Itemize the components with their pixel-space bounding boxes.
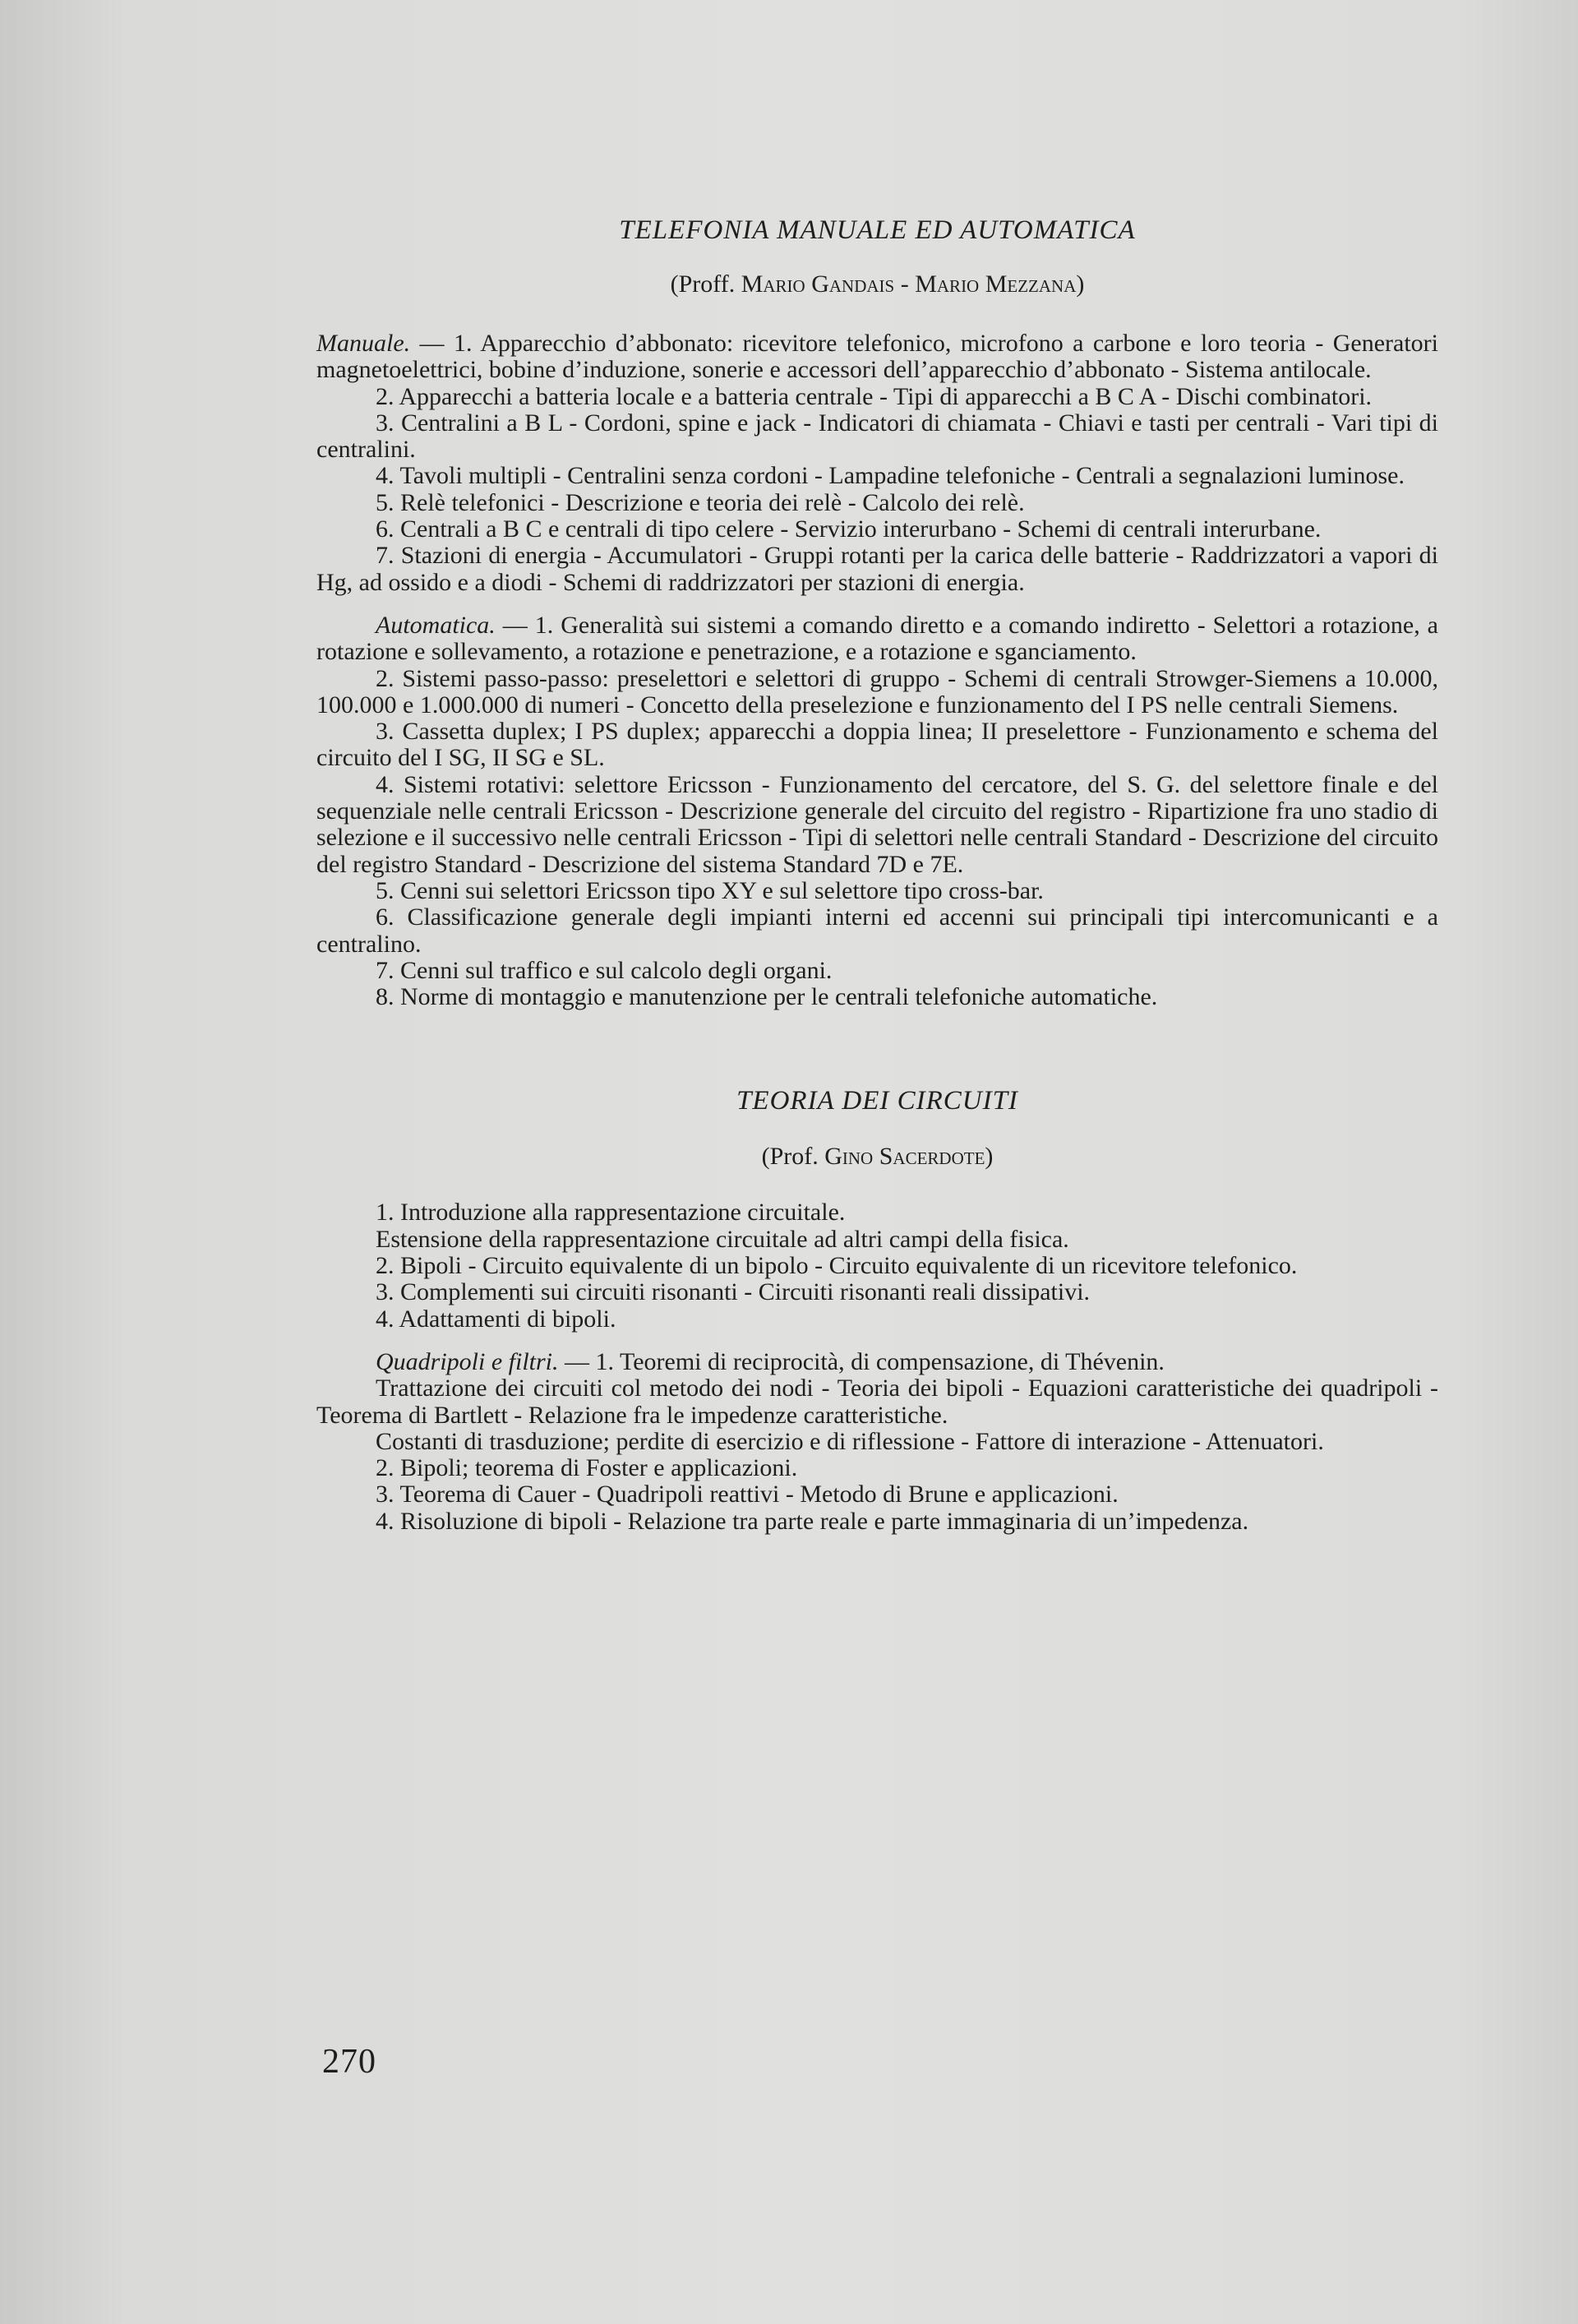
author-name: Mario Mezzana: [915, 270, 1077, 298]
author-name: Gino Sacerdote: [824, 1143, 985, 1171]
authors-prefix: (Prof.: [761, 1143, 825, 1171]
quadripoli-item-text: — 1. Teoremi di reciprocità, di compensazione, di Thévenin.: [558, 1347, 1165, 1375]
quadripoli-lead: Quadripoli e filtri.: [376, 1347, 559, 1375]
automatica-item-8: 8. Norme di montaggio e manutenzione per le centrali telefoniche automatiche.: [376, 983, 1158, 1011]
automatica-lead: Automatica.: [376, 611, 496, 639]
intro-item-5: 4. Adattamenti di bipoli.: [376, 1305, 616, 1333]
page-content: [316, 212, 1438, 1535]
manuale-item-7: 7. Stazioni di energia - Accumulatori - Gruppi rotanti per la carica delle batterie - Raddrizzatori a vapori di Hg, ad ossido e a diodi - Schemi di raddrizzatori per stazioni di energia.: [316, 542, 1438, 596]
intro-item-4: 3. Complementi sui circuiti risonanti - Circuiti risonanti reali dissipativi.: [376, 1278, 1091, 1306]
manuale-lead: Manuale.: [316, 330, 411, 357]
section-title: TEORIA DEI CIRCUITI: [736, 1086, 1018, 1116]
intro-item-2: Estensione della rappresentazione circuitale ad altri campi della fisica.: [376, 1225, 1069, 1253]
section-telefonia: [316, 212, 1438, 1010]
intro-item-1: 1. Introduzione alla rappresentazione circuitale.: [376, 1199, 846, 1227]
automatica-item-5: 5. Cenni sui selettori Ericsson tipo XY e sul selettore tipo cross-bar.: [376, 876, 1044, 904]
quadripoli-item-2: Trattazione dei circuiti col metodo dei nodi - Teoria dei bipoli - Equazioni caratteristiche dei quadripoli - Teorema di Bartlett - Relazione fra le impedenze caratteristiche.: [316, 1375, 1438, 1429]
authors-suffix: ): [985, 1143, 994, 1171]
authors-suffix: ): [1076, 270, 1085, 298]
manuale-item-6: 6. Centrali a B C e centrali di tipo celere - Servizio interurbano - Schemi di centrali interurbane.: [376, 515, 1322, 543]
manuale-item-1: [316, 330, 1438, 384]
intro-item-3: 2. Bipoli - Circuito equivalente di un bipolo - Circuito equivalente di un ricevitore telefonico.: [376, 1252, 1298, 1280]
automatica-item-text: — 1. Generalità sui sistemi a comando diretto e a comando indiretto - Selettori a rotazione, a rotazione e sollevamento, a rotazione e penetrazione, e a rotazione e sganciamento.: [316, 611, 1438, 666]
manuale-item-3: 3. Centralini a B L - Cordoni, spine e jack - Indicatori di chiamata - Chiavi e tasti per centrali - Vari tipi di centralini.: [316, 409, 1438, 464]
automatica-item-2: 2. Sistemi passo-passo: preselettori e selettori di gruppo - Schemi di centrali Strowger-Siemens a 10.000, 100.000 e 1.000.000 di numeri - Concetto della preselezione e funzionamento del I PS nelle centrali Siemens.: [316, 664, 1438, 718]
author-name: Mario Gandais: [741, 270, 895, 298]
quadripoli-item-6: 4. Risoluzione di bipoli - Relazione tra parte reale e parte immaginaria di un’impedenza.: [376, 1507, 1249, 1535]
section-authors: [316, 268, 1438, 301]
automatica-item-6: 6. Classificazione generale degli impianti interni ed accenni sui principali tipi intercomunicanti e a centralino.: [316, 903, 1438, 958]
section-teoria-circuiti: [316, 1083, 1438, 1535]
page-number: 270: [322, 2043, 376, 2081]
automatica-item-4: 4. Sistemi rotativi: selettore Ericsson - Funzionamento del cercatore, del S. G. del selettore finale e del sequenziale nelle centrali Ericsson - Descrizione generale del circuito del registro - Ripartizione fra uno stadio di selezione e il successivo nelle centrali Ericsson - Tipi di selettori nelle centrali Standard - Descrizione del circuito del registro Standard - Descrizione del sistema Standard 7D e 7E.: [316, 770, 1438, 878]
automatica-item-1: [316, 612, 1438, 666]
manuale-item-4: 4. Tavoli multipli - Centralini senza cordoni - Lampadine telefoniche - Centrali a segnalazioni luminose.: [376, 462, 1405, 490]
quadripoli-item-1: [316, 1349, 1438, 1375]
manuale-item-text: — 1. Apparecchio d’abbonato: ricevitore telefonico, microfono a carbone e loro teoria - Generatori magnetoelettrici, bobine d’induzione, sonerie e accessori dell’apparecchio d’abbonato - Sistema antilocale.: [316, 330, 1438, 384]
quadripoli-item-3: Costanti di trasduzione; perdite di esercizio e di riflessione - Fattore di interazione - Attenuatori.: [376, 1427, 1324, 1455]
manuale-item-2: 2. Apparecchi a batteria locale e a batteria centrale - Tipi di apparecchi a B C A - Dischi combinatori.: [376, 382, 1373, 410]
automatica-item-3: 3. Cassetta duplex; I PS duplex; apparecchi a doppia linea; II preselettore - Funzionamento e schema del circuito del I SG, II SG e SL.: [316, 718, 1438, 772]
section-title: TELEFONIA MANUALE ED AUTOMATICA: [619, 215, 1136, 245]
manuale-item-5: 5. Relè telefonici - Descrizione e teoria dei relè - Calcolo dei relè.: [376, 488, 1025, 516]
authors-prefix: (Proff.: [670, 270, 741, 298]
quadripoli-item-4: 2. Bipoli; teorema di Foster e applicazioni.: [376, 1454, 798, 1482]
section-authors: [316, 1140, 1438, 1173]
quadripoli-item-5: 3. Teorema di Cauer - Quadripoli reattivi - Metodo di Brune e applicazioni.: [376, 1481, 1119, 1509]
automatica-item-7: 7. Cenni sul traffico e sul calcolo degli organi.: [376, 956, 833, 984]
authors-separator: -: [894, 270, 916, 298]
